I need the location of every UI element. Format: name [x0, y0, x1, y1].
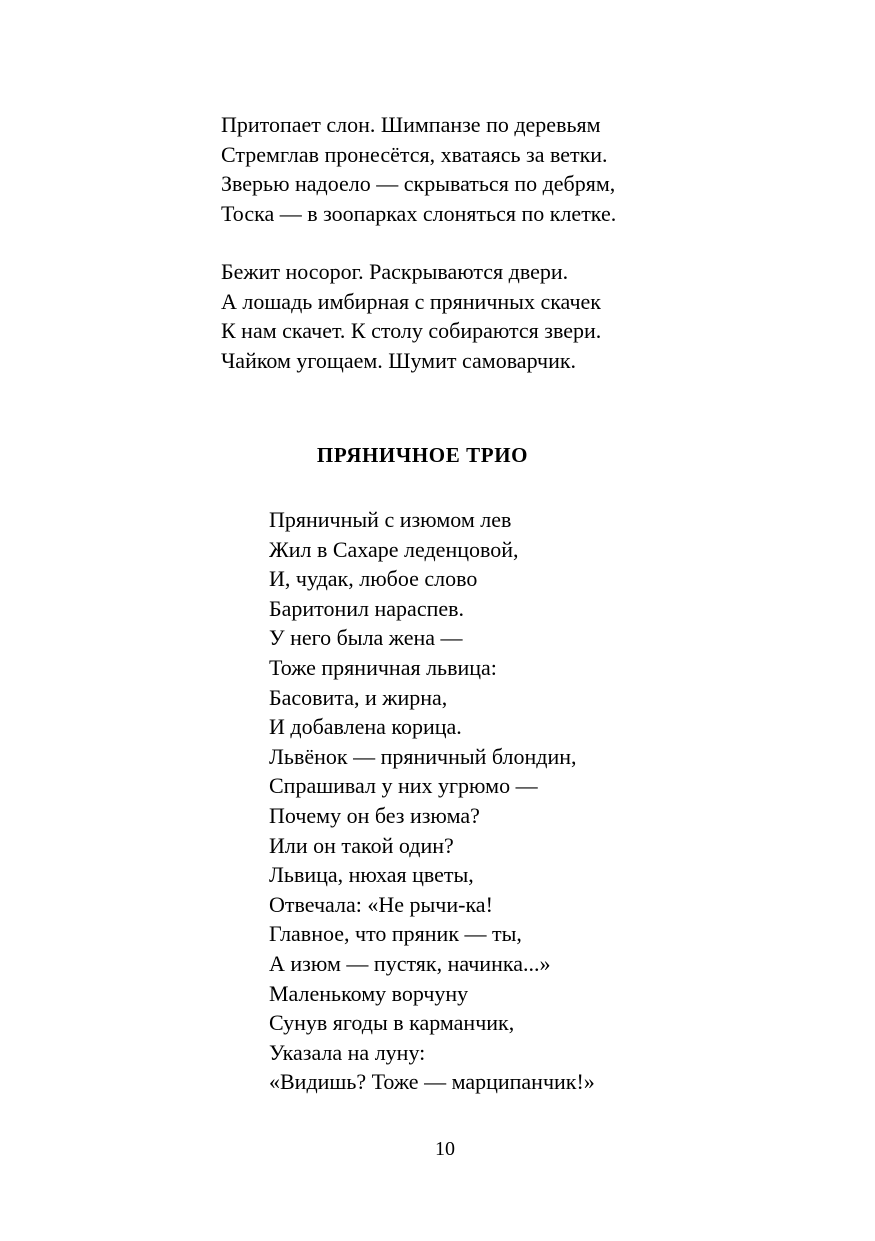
poem-line: И добавлена корица. — [269, 714, 462, 740]
poem-line: Тоже пряничная львица: — [269, 654, 497, 680]
page-number: 10 — [435, 1138, 455, 1160]
poem-line: Маленькому ворчуну — [269, 980, 469, 1006]
poem-line: «Видишь? Тоже — марципанчик!» — [269, 1069, 595, 1095]
stanza-line: Тоска — в зоопарках слоняться по клетке. — [221, 200, 617, 226]
poem-line: А изюм — пустяк, начинка...» — [269, 950, 551, 976]
poem-line: Отвечала: «Не рычи-ка! — [269, 891, 493, 917]
stanza-1 — [221, 110, 616, 228]
stanza-line: Зверью надоело — скрываться по дебрям, — [221, 171, 616, 196]
stanza-2 — [221, 257, 601, 375]
poem-line: Почему он без изюма? — [269, 802, 480, 828]
poem-body — [269, 505, 595, 1097]
poem-line: Главное, что пряник — ты, — [269, 921, 522, 947]
poem-line: У него была жена — — [269, 625, 463, 651]
poem-line: Указала на луну: — [269, 1039, 426, 1065]
stanza-line: Бежит носорог. Раскрываются двери. — [221, 259, 569, 284]
poem-line: Спрашивал у них угрюмо — — [269, 773, 538, 799]
stanza-line: А лошадь имбирная с пряничных скачек — [221, 288, 601, 314]
poem-line: Басовита, и жирна, — [269, 684, 448, 710]
poem-line: Львёнок — пряничный блондин, — [269, 743, 577, 769]
poem-line: Жил в Сахаре леденцовой, — [269, 536, 519, 562]
poem-line: Львица, нюхая цветы, — [269, 862, 474, 888]
stanza-line: Чайком угощаем. Шумит самоварчик. — [221, 347, 577, 373]
poem-line: И, чудак, любое слово — [269, 566, 478, 592]
poem-line: Пряничный с изюмом лев — [269, 507, 512, 532]
poem-line: Или он такой один? — [269, 832, 454, 858]
poem-title: ПРЯНИЧНОЕ ТРИО — [316, 443, 529, 467]
poem-line: Сунув ягоды в карманчик, — [269, 1010, 515, 1036]
stanza-line: Притопает слон. Шимпанзе по деревьям — [221, 112, 601, 137]
stanza-line: К нам скачет. К столу собираются звери. — [221, 318, 602, 343]
stanza-line: Стремглав пронесётся, хватаясь за ветки. — [221, 141, 608, 167]
poem-line: Баритонил нараспев. — [269, 595, 465, 621]
